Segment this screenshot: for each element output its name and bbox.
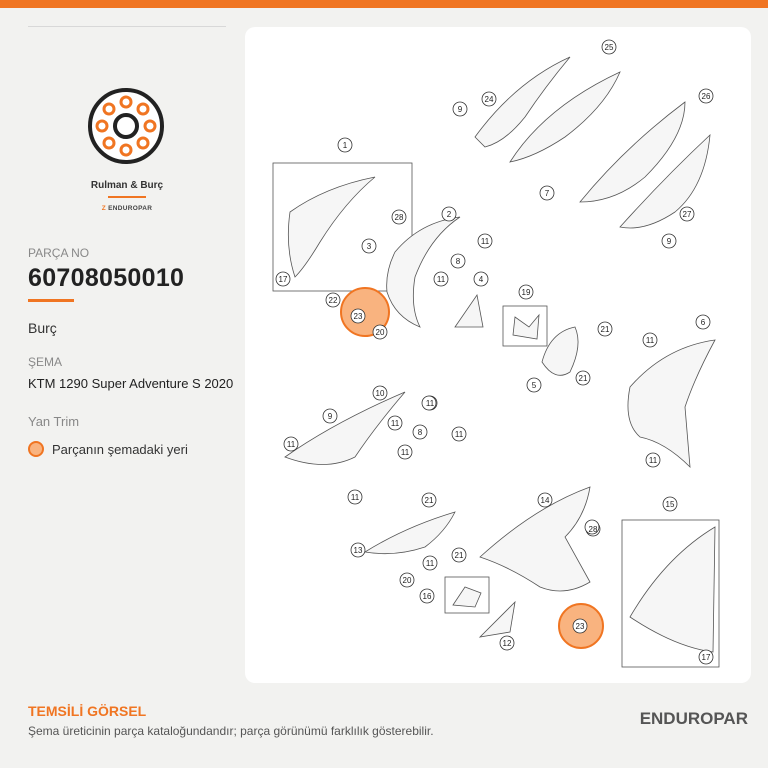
svg-text:6: 6 [700,318,706,327]
part-number-label: PARÇA NO [28,246,90,260]
svg-text:27: 27 [682,210,692,219]
part-number: 60708050010 [28,264,185,292]
svg-text:2: 2 [446,210,452,219]
svg-text:9: 9 [327,412,333,421]
svg-text:13: 13 [353,546,363,555]
brand-sub-name: ENDUROPAR [108,205,153,212]
schema-group: Yan Trim [28,414,80,429]
footer-brand: ENDUROPAR [639,709,748,728]
svg-text:4: 4 [478,275,484,284]
svg-text:22: 22 [328,296,338,305]
svg-text:11: 11 [454,430,464,439]
svg-text:12: 12 [502,639,512,648]
svg-text:21: 21 [600,325,610,334]
legend [28,441,188,457]
svg-text:20: 20 [375,328,385,337]
svg-text:8: 8 [455,257,461,266]
svg-text:23: 23 [575,622,585,631]
footer-title: TEMSİLİ GÖRSEL [28,703,147,719]
svg-text:28: 28 [394,213,404,222]
svg-text:20: 20 [402,576,412,585]
brand-name: Rulman & Burç [90,180,164,191]
svg-text:17: 17 [701,653,711,662]
svg-text:16: 16 [422,592,432,601]
svg-text:15: 15 [665,500,675,509]
part-name: Burç [28,320,57,336]
divider [28,26,226,27]
svg-text:11: 11 [645,336,655,345]
svg-text:9: 9 [666,237,672,246]
parts-diagram [245,27,751,683]
svg-text:19: 19 [521,288,531,297]
top-accent-bar [0,0,768,8]
svg-text:9: 9 [457,105,463,114]
svg-text:24: 24 [484,95,494,104]
svg-text:3: 3 [366,242,372,251]
svg-text:11: 11 [480,237,490,246]
schema-label: ŞEMA [28,355,63,369]
svg-text:11: 11 [425,399,435,408]
svg-text:14: 14 [540,496,550,505]
brand-sub-logo [0,205,254,212]
svg-text:5: 5 [531,381,537,390]
bearing-logo-icon [86,86,166,166]
svg-text:11: 11 [350,493,360,502]
svg-text:11: 11 [400,448,410,457]
svg-text:11: 11 [286,440,296,449]
part-accent-bar [28,299,74,302]
svg-text:11: 11 [390,419,400,428]
legend-text: Parçanın şemadaki yeri [52,441,188,457]
svg-text:21: 21 [454,551,464,560]
schema-model: KTM 1290 Super Adventure S 2020 [28,376,234,391]
svg-text:21: 21 [578,374,588,383]
parts-diagram-panel [245,27,751,683]
svg-text:25: 25 [604,43,614,52]
svg-text:11: 11 [425,559,435,568]
svg-text:26: 26 [701,92,711,101]
svg-text:8: 8 [417,428,423,437]
footer-note: Şema üreticinin parça kataloğundandır; parça görünümü farklılık gösterebilir. [28,724,434,738]
svg-text:21: 21 [424,496,434,505]
svg-text:17: 17 [278,275,288,284]
svg-text:10: 10 [375,389,385,398]
svg-text:23: 23 [353,312,363,321]
brand-underline [108,196,146,198]
highlight-marker-icon [28,441,44,457]
brand-sub-mark: Z [101,205,107,212]
svg-text:1: 1 [342,141,348,150]
svg-text:28: 28 [588,525,598,534]
svg-text:7: 7 [544,189,550,198]
svg-text:11: 11 [436,275,446,284]
svg-text:11: 11 [648,456,658,465]
